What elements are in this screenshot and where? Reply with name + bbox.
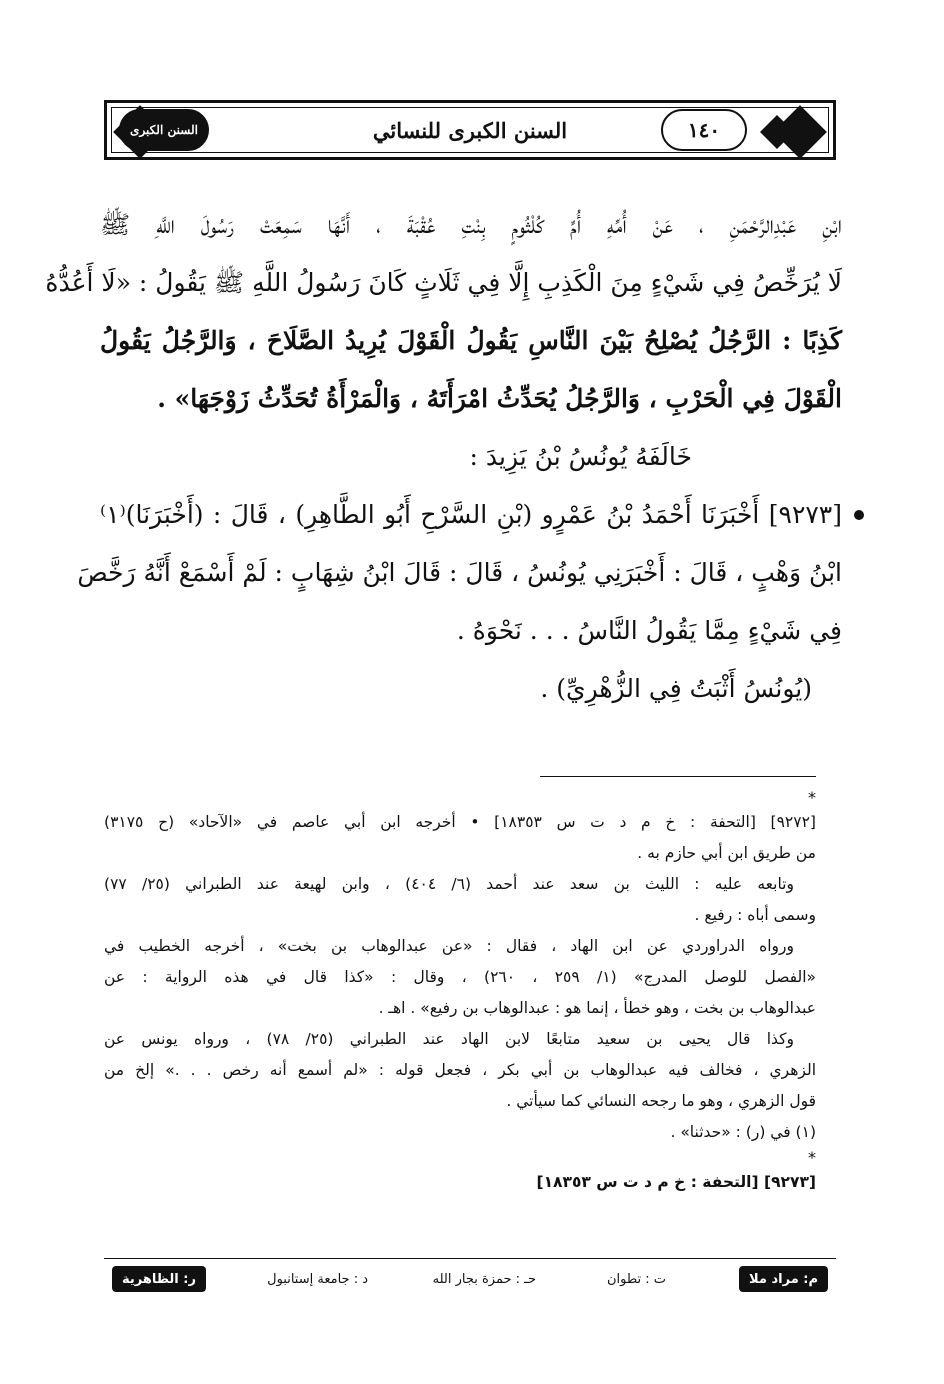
book-emblem — [119, 109, 209, 151]
text-line: فِي شَيْءٍ مِمَّا يَقُولُ النَّاسُ . . . نَحْوَهُ . — [456, 616, 842, 645]
siglum-t: ت : تطوان — [606, 1271, 666, 1287]
footnote-line: وكذا قال يحيى بن سعيد متابعًا لابن الهاد عند الطبراني (٢٥/ ٧٨) ، ورواه يونس عن — [104, 1030, 794, 1048]
hadith-entry — [100, 486, 842, 544]
text-line: كَذِبًا : الرَّجُلُ يُصْلِحُ بَيْنَ النَّاسِ يَقُولُ الْقَوْلَ يُرِيدُ الصَّلَاحَ ، وَالرَّجُلُ يَقُولُ — [100, 326, 842, 355]
main-text — [45, 196, 842, 718]
text-line: لَا يُرَخِّصُ فِي شَيْءٍ مِنَ الْكَذِبِ إِلَّا فِي ثَلَاثٍ كَانَ رَسُولُ اللَّهِ ﷺ يَقُولُ : «لَا أَعُدُّهُ — [45, 268, 842, 297]
text-line: ابْنِ عَبْدِالرَّحْمَنِ ، عَنْ أُمِّهِ أُمِّ كُلْثُومٍ بِنْتِ عُقْبَةَ ، أَنَّهَا سَمِعَتْ رَسُولَ اللَّهِ ﷺ — [100, 210, 842, 239]
siglum-r: ر: الظاهرية — [112, 1266, 206, 1292]
footnotes — [104, 788, 816, 1198]
footnote-separator — [540, 776, 816, 777]
footnote-line: [٩٢٧٣] [التحفة : خ م د ت س ١٨٣٥٣] — [536, 1173, 816, 1191]
footnote-line: «الفصل للوصل المدرج» (١/ ٢٥٩ ، ٢٦٠) ، وقال : «كذا قال في هذه الرواية : عن — [104, 968, 816, 986]
siglum-d: د : جامعة إستانبول — [267, 1271, 368, 1287]
page-number-badge — [661, 109, 747, 151]
ornament-icon — [773, 105, 827, 159]
text-line: ابْنُ وَهْبٍ ، قَالَ : أَخْبَرَنِي يُونُسُ ، قَالَ : قَالَ ابْنُ شِهَابٍ : لَمْ أَسْمَعْ أَنَّهُ رَخَّصَ — [77, 558, 842, 587]
footnote-line: قول الزهري ، وهو ما رجحه النسائي كما سيأتي . — [506, 1092, 816, 1110]
footnote-line: (١) في (ر) : «حدثنا» . — [670, 1123, 816, 1141]
manuscript-sigla-bar — [104, 1266, 836, 1292]
footnote-line: ورواه الدراوردي عن ابن الهاد ، فقال : «عن عبدالوهاب بن بخت» ، أخرجه الخطيب في — [104, 937, 794, 955]
siglum-h: حـ : حمزة بجار الله — [432, 1271, 536, 1287]
book-title: السنن الكبرى للنسائي — [337, 109, 603, 151]
bottom-separator — [104, 1258, 836, 1259]
footnote-line: عبدالوهاب بن بخت ، وهو خطأ ، إنما هو : عبدالوهاب بن رفيع» . اهـ . — [378, 999, 816, 1017]
page-header — [104, 100, 836, 160]
text-line: الْقَوْلَ فِي الْحَرْبِ ، وَالرَّجُلُ يُحَدِّثُ امْرَأَتَهُ ، وَالْمَرْأَةُ تُحَدِّثُ زَوْجَهَا» . — [157, 384, 842, 413]
asterisk-icon: * — [808, 1148, 816, 1167]
text-line: (يُونُسُ أَثْبَتُ فِي الزُّهْرِيِّ) . — [540, 674, 812, 703]
ornament-icon — [760, 115, 794, 149]
footnote-line: من طريق ابن أبي حازم به . — [637, 844, 816, 862]
book-emblem-text: السنن الكبرى — [130, 123, 198, 137]
siglum-m: م: مراد ملا — [739, 1266, 828, 1292]
footnote-line: وتابعه عليه : الليث بن سعد عند أحمد (٦/ ٤٠٤) ، وابن لهيعة عند الطبراني (٢٥/ ٧٧) — [104, 875, 794, 893]
footnote-line: الزهري ، فخالف فيه عبدالوهاب بن أبي بكر ، فجعل قوله : «لم أسمع أنه رخص . . .» إلخ من — [104, 1061, 816, 1079]
asterisk-icon: * — [808, 788, 816, 807]
text-line: خَالَفَهُ يُونُسُ بْنُ يَزِيدَ : — [469, 442, 692, 471]
page-number: ١٤٠ — [687, 118, 721, 142]
text-line: [٩٢٧٣] أَخْبَرَنَا أَحْمَدُ بْنُ عَمْرٍو (بْنِ السَّرْحِ أَبُو الطَّاهِرِ) ، قَالَ : (أَخْبَرَنَا)⁽١⁾ — [100, 500, 842, 529]
footnote-line: وسمى أباه : رفيع . — [694, 906, 816, 924]
footnote-line: [٩٢٧٢] [التحفة : خ م د ت س ١٨٣٥٣] • أخرجه ابن أبي عاصم في «الآحاد» (ح ٣١٧٥) — [104, 813, 816, 831]
bullet-icon — [854, 510, 864, 520]
